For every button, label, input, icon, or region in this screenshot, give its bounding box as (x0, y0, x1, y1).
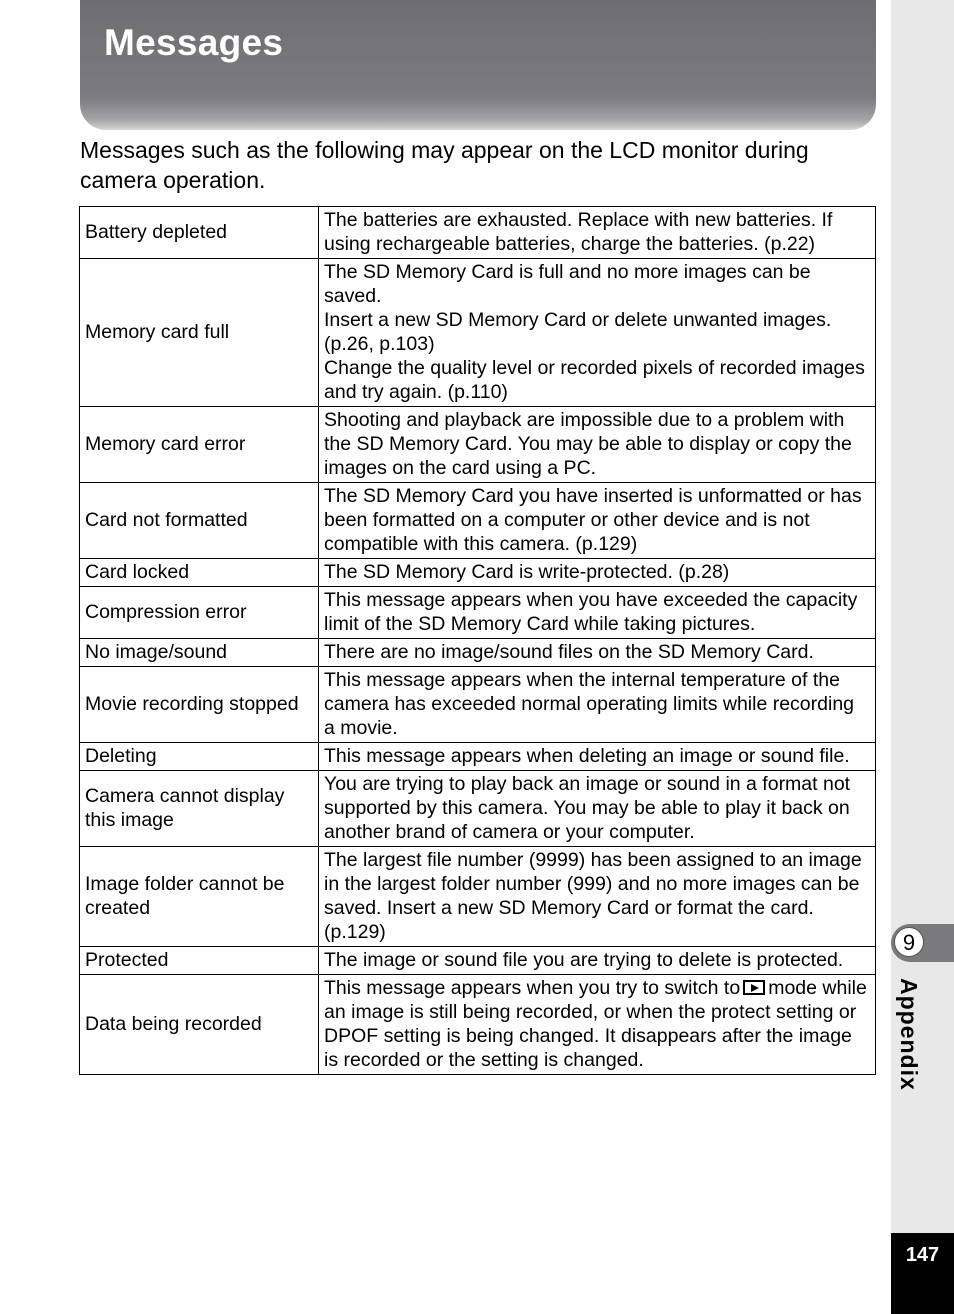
table-row (80, 847, 876, 947)
message-cell: Memory card error (80, 407, 319, 483)
page-title: Messages (104, 22, 284, 63)
description-cell (319, 639, 876, 667)
messages-table (79, 206, 876, 1075)
title-banner (80, 0, 876, 130)
message-cell: Movie recording stopped (80, 667, 319, 743)
message-cell: Compression error (80, 587, 319, 639)
message-cell: Memory card full (80, 259, 319, 407)
description-cell (319, 407, 876, 483)
description-line: Insert a new SD Memory Card or delete unwanted images. (p.26, p.103) (324, 309, 832, 355)
page-number: 147 (905, 1244, 940, 1266)
description-cell (319, 975, 876, 1075)
description-line: The image or sound file you are trying to delete is protected. (324, 949, 844, 971)
description-cell (319, 743, 876, 771)
message-cell: Battery depleted (80, 207, 319, 259)
chapter-label: Appendix (896, 978, 922, 1091)
description-line: The batteries are exhausted. Replace with new batteries. If using rechargeable batteries, charge the batteries. (p.22) (324, 209, 833, 255)
table-row (80, 587, 876, 639)
description-line: Shooting and playback are impossible due to a problem with the SD Memory Card. You may be able to display or copy the images on the card using a PC. (324, 409, 852, 479)
description-line: This message appears when deleting an image or sound file. (324, 745, 850, 767)
description-line: The largest file number (9999) has been assigned to an image in the largest folder number (999) and no more images can be saved. Insert a new SD Memory Card or format the card. (p.129) (324, 849, 862, 943)
table-row (80, 559, 876, 587)
description-cell (319, 667, 876, 743)
intro-paragraph: Messages such as the following may appear on the LCD monitor during camera operation. (80, 137, 809, 193)
table-row (80, 407, 876, 483)
table-row (80, 639, 876, 667)
description-line: There are no image/sound files on the SD Memory Card. (324, 641, 814, 663)
description-text: This message appears when you try to switch to (324, 977, 741, 999)
table-row (80, 975, 876, 1075)
message-cell: Deleting (80, 743, 319, 771)
table-row (80, 207, 876, 259)
table-row (80, 771, 876, 847)
message-cell: Card not formatted (80, 483, 319, 559)
chapter-number: 9 (894, 927, 924, 957)
message-cell: Card locked (80, 559, 319, 587)
description-line: The SD Memory Card you have inserted is unformatted or has been formatted on a computer or other device and is not compatible with this camera. (p.129) (324, 485, 862, 555)
description-line: Change the quality level or recorded pixels of recorded images and try again. (p.110) (324, 357, 865, 403)
playback-mode-icon (743, 980, 765, 995)
description-line: You are trying to play back an image or sound in a format not supported by this camera. You may be able to play it back on another brand of camera or your computer. (324, 773, 851, 843)
table-row (80, 259, 876, 407)
description-cell (319, 587, 876, 639)
description-text: mode while an image is still being recorded, or when the protect setting or DPOF setting is being changed. It disappears after the image is recorded or the setting is changed. (324, 977, 867, 1071)
description-line: This message appears when you have exceeded the capacity limit of the SD Memory Card while taking pictures. (324, 589, 858, 635)
description-cell (319, 207, 876, 259)
message-cell: No image/sound (80, 639, 319, 667)
description-cell (319, 771, 876, 847)
table-row (80, 947, 876, 975)
description-cell (319, 947, 876, 975)
message-cell: Data being recorded (80, 975, 319, 1075)
message-cell: Image folder cannot be created (80, 847, 319, 947)
table-row (80, 667, 876, 743)
description-line: The SD Memory Card is write-protected. (p.28) (324, 561, 730, 583)
description-cell (319, 559, 876, 587)
description-cell (319, 483, 876, 559)
table-row (80, 483, 876, 559)
side-strip (891, 0, 954, 1314)
description-cell (319, 847, 876, 947)
description-line: The SD Memory Card is full and no more images can be saved. (324, 261, 811, 307)
message-cell: Camera cannot display this image (80, 771, 319, 847)
description-line: This message appears when the internal temperature of the camera has exceeded normal operating limits while recording a movie. (324, 669, 855, 739)
message-cell: Protected (80, 947, 319, 975)
description-cell (319, 259, 876, 407)
table-row (80, 743, 876, 771)
